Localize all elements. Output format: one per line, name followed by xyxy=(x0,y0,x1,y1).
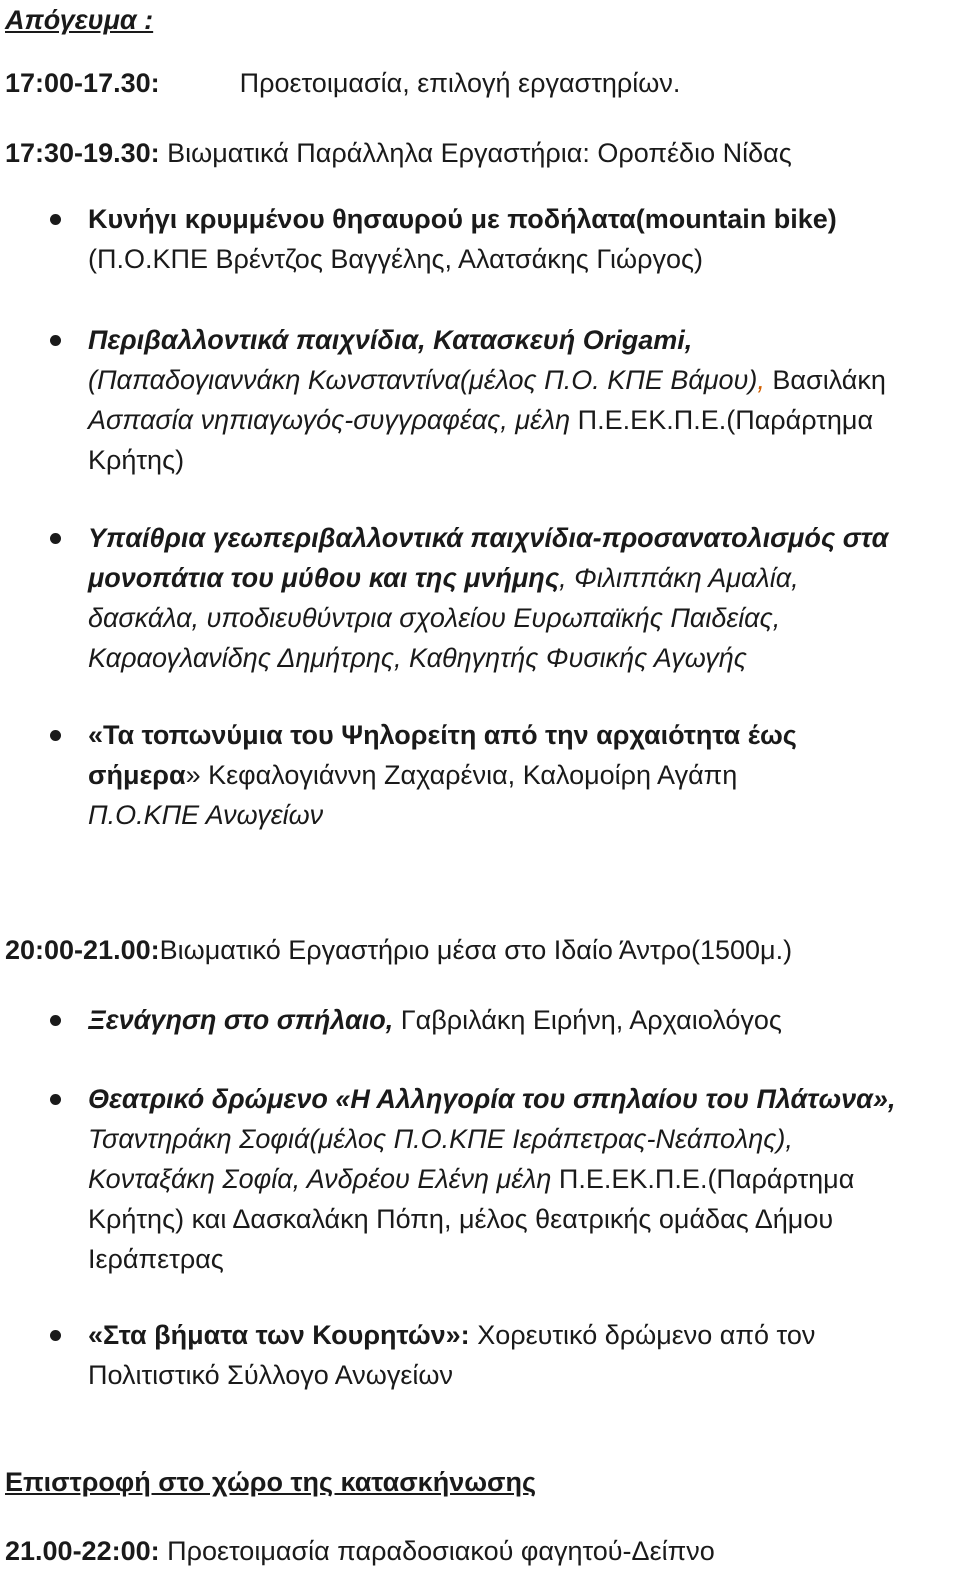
workshop-people-line: (Παπαδογιαννάκη Κωνσταντίνα(μέλος Π.Ο. ΚΠΕ Βάμου) xyxy=(88,365,758,395)
workshop-people-line: , Φιλιππάκη Αμαλία, xyxy=(559,563,799,593)
list-item-cave-3 xyxy=(88,1315,958,1395)
schedule-text: Προετοιμασία, επιλογή εργαστηρίων. xyxy=(239,68,681,98)
schedule-item-3 xyxy=(5,930,792,970)
workshop-title: «Τα τοπωνύμια του Ψηλορείτη από την αρχαιότητα έως xyxy=(88,720,797,750)
list-item-workshop-2 xyxy=(88,320,958,480)
list-item-cave-2 xyxy=(88,1079,958,1279)
afternoon-heading: Απόγευμα : xyxy=(5,5,154,35)
activity-text: Γαβριλάκη Ειρήνη, Αρχαιολόγος xyxy=(393,1005,782,1035)
workshop-org: Π.Ο.ΚΠΕ Ανωγείων xyxy=(88,800,324,830)
activity-text: Τσαντηράκη Σοφιά(μέλος Π.Ο.ΚΠΕ Ιεράπετρας-Νεάπολης), xyxy=(88,1124,793,1154)
activity-title: Ξενάγηση στο σπήλαιο, xyxy=(88,1005,394,1035)
bullet-icon xyxy=(50,1094,61,1105)
bullet-icon xyxy=(50,1330,61,1341)
activity-text: Πολιτιστικό Σύλλογο Ανωγείων xyxy=(88,1360,453,1390)
workshop-people-line: Κρήτης) xyxy=(88,445,185,475)
list-item-cave-1 xyxy=(88,1000,958,1040)
return-heading: Επιστροφή στο χώρο της κατασκήνωσης xyxy=(5,1467,537,1497)
schedule-item-4 xyxy=(5,1531,715,1571)
workshop-org: Π.Ε.ΕΚ.Π.Ε.(Παράρτημα xyxy=(577,405,874,435)
schedule-text: Βιωματικό Εργαστήριο μέσα στο Ιδαίο Άντρο(1500μ.) xyxy=(159,935,793,965)
activity-org: Π.Ε.ΕΚ.Π.Ε.(Παράρτημα xyxy=(558,1164,855,1194)
workshop-people-line: δασκάλα, υποδιευθύντρια σχολείου Ευρωπαϊκής Παιδείας, xyxy=(88,603,781,633)
schedule-time: 20:00-21.00: xyxy=(5,935,160,965)
bullet-icon xyxy=(50,1015,61,1026)
workshop-title: μονοπάτια του μύθου και της μνήμης xyxy=(88,563,560,593)
list-item-workshop-3 xyxy=(88,518,958,678)
workshop-title: Κυνήγι κρυμμένου θησαυρού με ποδήλατα(mountain bike) xyxy=(88,204,837,234)
bullet-icon xyxy=(50,533,61,544)
workshop-title: σήμερα xyxy=(88,760,186,790)
workshop-people-line: » Κεφαλογιάννη Ζαχαρένια, Καλομοίρη Αγάπη xyxy=(185,760,738,790)
list-item-workshop-4 xyxy=(88,715,958,835)
schedule-item-2 xyxy=(5,133,792,173)
workshop-title: Περιβαλλοντικά παιχνίδια, Κατασκευή Origami, xyxy=(88,325,693,355)
schedule-time: 21.00-22:00: xyxy=(5,1536,160,1566)
activity-title: Θεατρικό δρώμενο «Η Αλληγορία του σπηλαίου του Πλάτωνα», xyxy=(88,1084,896,1114)
bullet-icon xyxy=(50,730,61,741)
comma-mark: , xyxy=(757,365,765,395)
workshop-people: (Π.Ο.ΚΠΕ Βρέντζος Βαγγέλης, Αλατσάκης Γιώργος) xyxy=(88,244,703,274)
activity-text: Ιεράπετρας xyxy=(88,1244,224,1274)
workshop-people-line: Βασιλάκη xyxy=(764,365,886,395)
schedule-item-1 xyxy=(5,63,680,103)
workshop-people-line: Καραογλανίδης Δημήτρης, Καθηγητής Φυσικής Αγωγής xyxy=(88,643,747,673)
schedule-text: Βιωματικά Παράλληλα Εργαστήρια: Οροπέδιο Νίδας xyxy=(159,138,792,168)
workshop-people-line: Ασπασία νηπιαγωγός-συγγραφέας, μέλη xyxy=(88,405,578,435)
bullet-icon xyxy=(50,335,61,346)
activity-text: Κονταξάκη Σοφία, Ανδρέου Ελένη μέλη xyxy=(88,1164,559,1194)
schedule-text: Προετοιμασία παραδοσιακού φαγητού-Δείπνο xyxy=(159,1536,715,1566)
schedule-time: 17:00-17.30: xyxy=(5,68,160,98)
list-item-workshop-1 xyxy=(88,199,958,279)
activity-title: «Στα βήματα των Κουρητών»: xyxy=(88,1320,470,1350)
workshop-title: Υπαίθρια γεωπεριβαλλοντικά παιχνίδια-προσανατολισμός στα xyxy=(88,523,889,553)
activity-text: Χορευτικό δρώμενο από τον xyxy=(469,1320,816,1350)
bullet-icon xyxy=(50,214,61,225)
schedule-time: 17:30-19.30: xyxy=(5,138,160,168)
activity-text: Κρήτης) και Δασκαλάκη Πόπη, μέλος θεατρικής ομάδας Δήμου xyxy=(88,1204,834,1234)
